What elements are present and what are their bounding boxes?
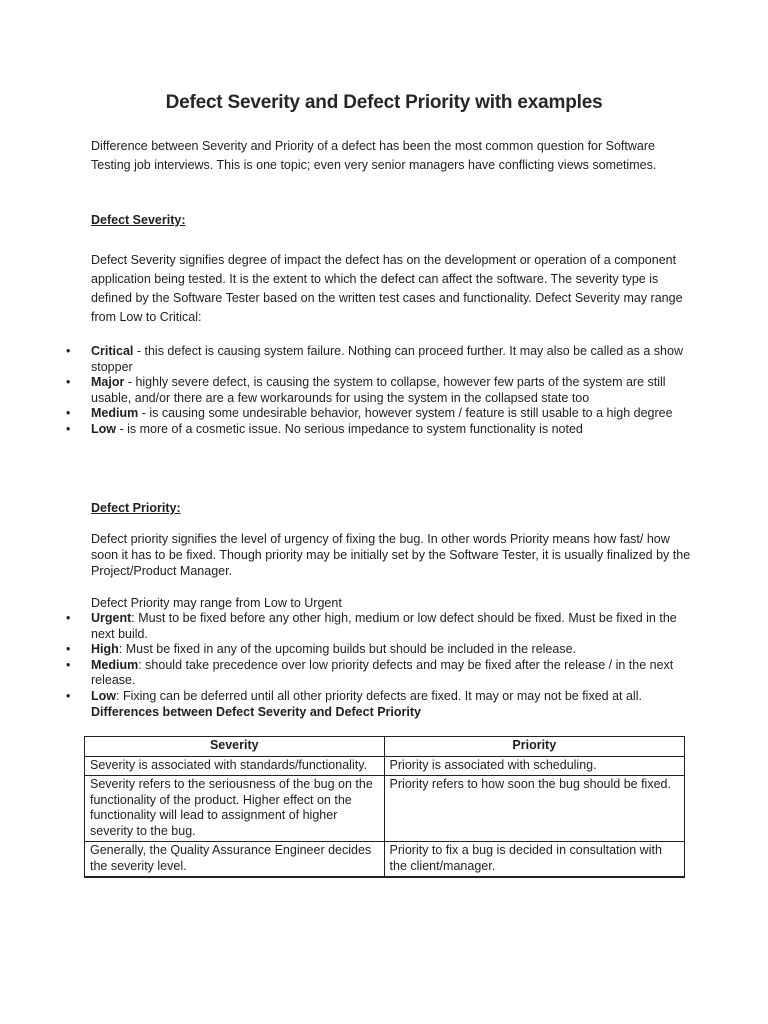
differences-table	[84, 736, 685, 878]
priority-level-name: Urgent	[91, 611, 132, 625]
severity-level-text: - is more of a cosmetic issue. No serious impedance to system functionality is noted	[116, 421, 583, 436]
table-header-row	[85, 737, 685, 757]
priority-level-text: : Must to be fixed before any other high, medium or low defect should be fixed. Must be fixed in the next build.	[91, 611, 677, 641]
intro-paragraph: Difference between Severity and Priority of a defect has been the most common question for Software Testing job interviews. This is one topic; even very senior managers have conflicting views sometimes.	[91, 139, 657, 172]
table-row	[85, 842, 685, 878]
bullet-icon: •	[66, 642, 71, 656]
bullet-icon: •	[66, 421, 71, 436]
bullet-icon: •	[66, 344, 71, 358]
severity-description-part2: can affect the software. The severity type is defined by the Software Tester based on the written test cases and functionality. Defect Severity may range from Low to Critical:	[91, 272, 683, 324]
bullet-icon: •	[66, 657, 71, 672]
priority-description: Defect priority signifies the level of urgency of fixing the bug. In other words Priority means how fast/ how soon it has to be fixed. Though priority may be initially set by the Software Tester, it is usually finalized by the Project/Product Manager.	[91, 532, 691, 578]
list-item	[0, 611, 691, 642]
severity-levels-list	[0, 344, 700, 437]
list-item	[0, 406, 691, 422]
priority-levels-list	[0, 611, 700, 704]
severity-level-text: - this defect is causing system failure. Nothing can proceed further. It may also be called as a show stopper	[91, 344, 683, 374]
list-item	[0, 344, 691, 375]
list-item	[0, 658, 691, 689]
bullet-icon: •	[66, 375, 71, 389]
severity-level-name: Critical	[91, 344, 134, 358]
severity-level-name: Medium	[91, 406, 139, 420]
list-item	[0, 689, 691, 705]
severity-heading: Defect Severity:	[91, 213, 186, 227]
table-row	[85, 776, 685, 842]
bullet-icon: •	[66, 611, 71, 625]
list-item	[0, 422, 691, 438]
table-cell: Priority refers to how soon the bug should be fixed.	[384, 776, 684, 842]
priority-level-name: High	[91, 642, 119, 656]
priority-level-text: : should take precedence over low priority defects and may be fixed after the release / in the next release.	[91, 657, 674, 687]
severity-level-name: Low	[91, 421, 116, 436]
table-cell: Priority is associated with scheduling.	[384, 756, 684, 776]
table-row	[85, 756, 685, 776]
table-cell: Severity is associated with standards/functionality.	[85, 756, 385, 776]
list-item	[0, 375, 691, 406]
column-header-priority: Priority	[384, 737, 684, 757]
priority-heading: Defect Priority:	[91, 501, 181, 515]
document-title: Defect Severity and Defect Priority with examples	[165, 92, 603, 113]
severity-description-part1: Defect Severity signifies degree of impact the defect has on the development or operation of a component application being tested. It is the extent to which the	[91, 253, 677, 286]
severity-level-text: - highly severe defect, is causing the system to collapse, however few parts of the system are still usable, and/or there are a few workarounds for using the system in the collapsed state too	[91, 375, 666, 405]
bullet-icon: •	[66, 688, 71, 703]
table-cell: Priority to fix a bug is decided in consultation with the client/manager.	[384, 842, 684, 878]
priority-level-text: : Fixing can be deferred until all other priority defects are fixed. It may or may not be fixed at all.	[116, 688, 642, 703]
severity-level-text: - is causing some undesirable behavior, however system / feature is still usable to a high degree	[138, 406, 673, 420]
column-header-severity: Severity	[85, 737, 385, 757]
priority-level-name: Medium	[91, 657, 139, 672]
table-cell: Generally, the Quality Assurance Engineer decides the severity level.	[85, 842, 385, 878]
differences-heading: Differences between Defect Severity and Defect Priority	[91, 705, 421, 719]
bullet-icon: •	[66, 406, 71, 420]
priority-level-text: : Must be fixed in any of the upcoming builds but should be included in the release.	[118, 642, 577, 656]
list-item	[0, 642, 691, 658]
severity-description	[91, 251, 691, 327]
severity-level-name: Major	[91, 375, 125, 389]
priority-range-text: Defect Priority may range from Low to Urgent	[91, 596, 342, 610]
defect-link[interactable]: defect	[380, 272, 415, 286]
priority-level-name: Low	[91, 688, 116, 703]
table-cell: Severity refers to the seriousness of the bug on the functionality of the product. Higher effect on the functionality will lead to assignment of higher severity to the bug.	[85, 776, 385, 842]
